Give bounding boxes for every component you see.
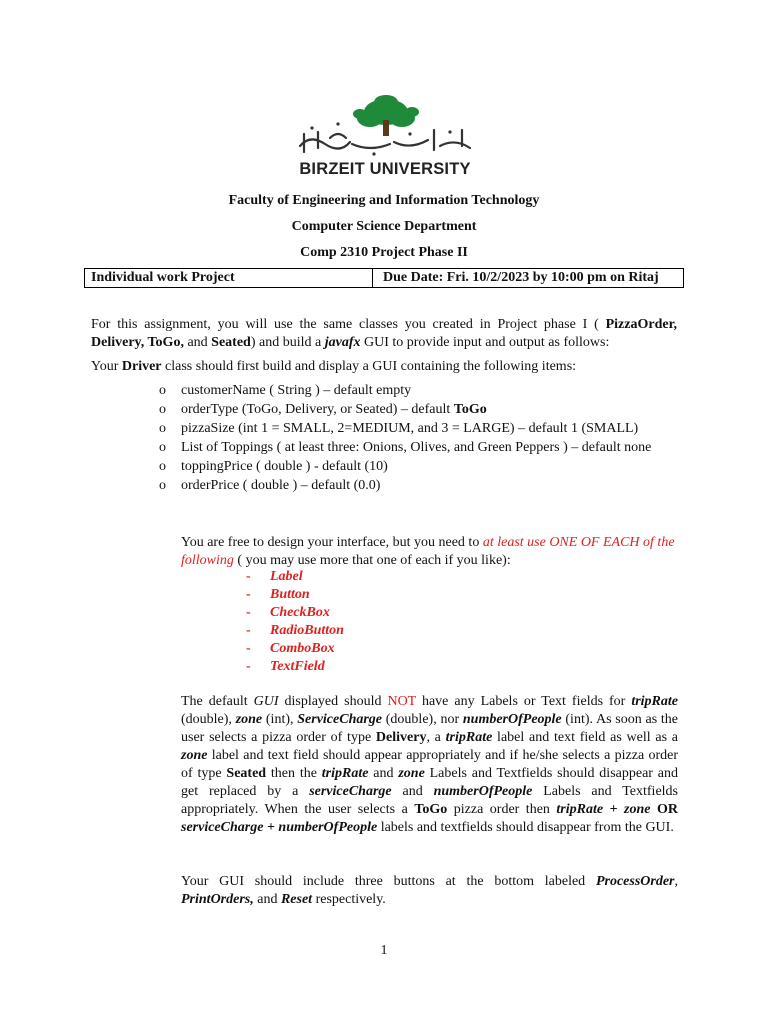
dash-marker: - <box>246 641 251 656</box>
item-text: customerName ( String ) – default empty <box>181 383 412 398</box>
button-name: Reset <box>280 892 313 907</box>
list-item <box>246 568 344 586</box>
gui-field: tripRate <box>556 802 604 817</box>
gui-text: have any Labels or Text fields for <box>415 694 632 709</box>
gui-field: zone <box>398 766 425 781</box>
intro-text: ) and build a <box>250 335 325 350</box>
gui-text: (double), <box>181 712 236 727</box>
gui-emphasis: NOT <box>387 694 416 709</box>
control-name: Button <box>270 587 310 602</box>
gui-field: tripRate <box>631 694 678 709</box>
gui-bold: + <box>263 820 279 835</box>
gui-field: tripRate <box>445 730 493 745</box>
control-name: RadioButton <box>270 623 344 638</box>
tree-logo-icon <box>290 94 480 160</box>
driver-bold: Driver <box>121 359 162 374</box>
bullet-marker: o <box>159 477 166 493</box>
button-name: PrintOrders, <box>181 892 254 907</box>
buttons-text: and <box>253 892 281 907</box>
gui-text: labels and textfields should disappear from the GUI. <box>377 820 674 835</box>
list-item <box>159 420 679 439</box>
driver-text: Your <box>91 359 122 374</box>
driver-paragraph <box>91 358 677 376</box>
item-text: toppingPrice ( double ) - default (10) <box>181 458 388 474</box>
buttons-text: Your GUI should include three buttons at the bottom labeled <box>181 874 596 889</box>
gui-text: label and text field should appear appropriately and if he/she selects a pizza order of type <box>181 748 678 781</box>
intro-text: and <box>183 335 212 350</box>
bullet-marker: o <box>159 439 166 455</box>
gui-text: The default <box>181 694 254 709</box>
gui-field: serviceCharge <box>309 784 392 799</box>
dash-marker: - <box>246 587 251 602</box>
gui-field: serviceCharge <box>181 820 264 835</box>
gui-bold: ToGo <box>414 802 448 817</box>
intro-text: For this assignment, you will use the same classes you created in Project phase I ( <box>91 317 606 332</box>
list-item <box>159 477 679 496</box>
gui-field: zone <box>235 712 263 727</box>
design-text: ( you may use more that one of each if you like): <box>233 553 511 568</box>
gui-text: (int). As soon as the user selects a pizza order of type <box>181 712 679 745</box>
dash-marker: - <box>246 623 251 638</box>
item-text: List of Toppings ( at least three: Onions, Olives, and Green Peppers ) – default none <box>181 439 652 455</box>
control-name: ComboBox <box>270 641 335 656</box>
button-name: ProcessOrder <box>595 874 675 889</box>
design-text: You are free to design your interface, but you need to <box>181 535 483 550</box>
item-bold: ToGo <box>453 401 487 417</box>
gui-field: numberOfPeople <box>278 820 378 835</box>
control-name: TextField <box>270 659 325 674</box>
intro-paragraph <box>91 316 677 352</box>
gui-text: (double), nor <box>382 712 463 727</box>
gui-text: and <box>391 784 434 799</box>
item-text: orderType (ToGo, Delivery, or Seated) – default <box>181 401 454 417</box>
list-item <box>246 658 344 676</box>
design-paragraph <box>181 534 678 570</box>
list-item <box>159 458 679 477</box>
buttons-text: respectively. <box>312 892 386 907</box>
design-emphasis: at least use ONE OF EACH of the following <box>181 535 675 568</box>
university-name: BIRZEIT UNIVERSITY <box>299 160 471 178</box>
gui-text: pizza order then <box>447 802 557 817</box>
due-date-cell: Due Date: Fri. 10/2/2023 by 10:00 pm on Ritaj <box>383 270 659 285</box>
bullet-marker: o <box>159 420 166 436</box>
gui-text: Labels and Textfields should disappear and get replaced by a <box>181 766 678 799</box>
list-item <box>159 401 679 420</box>
gui-field: zone <box>181 748 208 763</box>
controls-list <box>246 568 344 676</box>
gui-italic: GUI <box>253 694 279 709</box>
gui-bold: OR <box>650 802 678 817</box>
list-item <box>246 622 344 640</box>
gui-items-list <box>159 382 679 495</box>
gui-field: zone <box>624 802 651 817</box>
page-number: 1 <box>380 943 388 958</box>
gui-text: , a <box>426 730 446 745</box>
gui-text: Labels and Textfields appropriately. When the user selects a <box>181 784 678 817</box>
control-name: CheckBox <box>270 605 330 620</box>
list-item <box>246 586 344 604</box>
list-item <box>159 382 679 401</box>
gui-text: and <box>368 766 399 781</box>
gui-field: numberOfPeople <box>462 712 562 727</box>
intro-text: GUI to provide input and output as follows: <box>360 335 610 350</box>
intro-bold: Seated <box>211 335 251 350</box>
buttons-paragraph <box>181 873 678 909</box>
control-name: Label <box>270 569 303 584</box>
driver-text: class should first build and display a GUI containing the following items: <box>161 359 577 374</box>
intro-bold-italic: javafx <box>324 335 361 350</box>
work-type-cell: Individual work Project <box>85 269 373 287</box>
gui-text: displayed should <box>278 694 388 709</box>
default-gui-paragraph <box>181 693 678 837</box>
list-item <box>246 640 344 658</box>
dash-marker: - <box>246 659 251 674</box>
intro-bold: Delivery, ToGo, <box>91 335 184 350</box>
item-text: pizzaSize (int 1 = SMALL, 2=MEDIUM, and 3 = LARGE) – default 1 (SMALL) <box>181 420 639 436</box>
gui-bold: Seated <box>226 766 267 781</box>
dash-marker: - <box>246 605 251 620</box>
bullet-marker: o <box>159 383 166 398</box>
list-item <box>246 604 344 622</box>
department-title: Computer Science Department <box>291 219 477 234</box>
item-text: orderPrice ( double ) – default (0.0) <box>181 477 381 493</box>
intro-bold: PizzaOrder, <box>605 317 677 332</box>
course-title: Comp 2310 Project Phase II <box>300 245 468 260</box>
info-table <box>84 268 684 288</box>
bullet-marker: o <box>159 401 166 417</box>
gui-text: (int), <box>262 712 298 727</box>
gui-bold: Delivery <box>375 730 427 745</box>
bullet-marker: o <box>159 458 166 474</box>
gui-field: ServiceCharge <box>297 712 383 727</box>
faculty-title: Faculty of Engineering and Information Technology <box>228 193 540 208</box>
university-logo <box>290 94 480 186</box>
gui-text: then the <box>266 766 322 781</box>
dash-marker: - <box>246 569 251 584</box>
gui-text: label and text field as well as a <box>492 730 678 745</box>
list-item <box>159 439 679 458</box>
buttons-text: , <box>674 874 678 889</box>
gui-field: tripRate <box>321 766 369 781</box>
gui-bold: + <box>603 802 625 817</box>
gui-field: numberOfPeople <box>433 784 533 799</box>
